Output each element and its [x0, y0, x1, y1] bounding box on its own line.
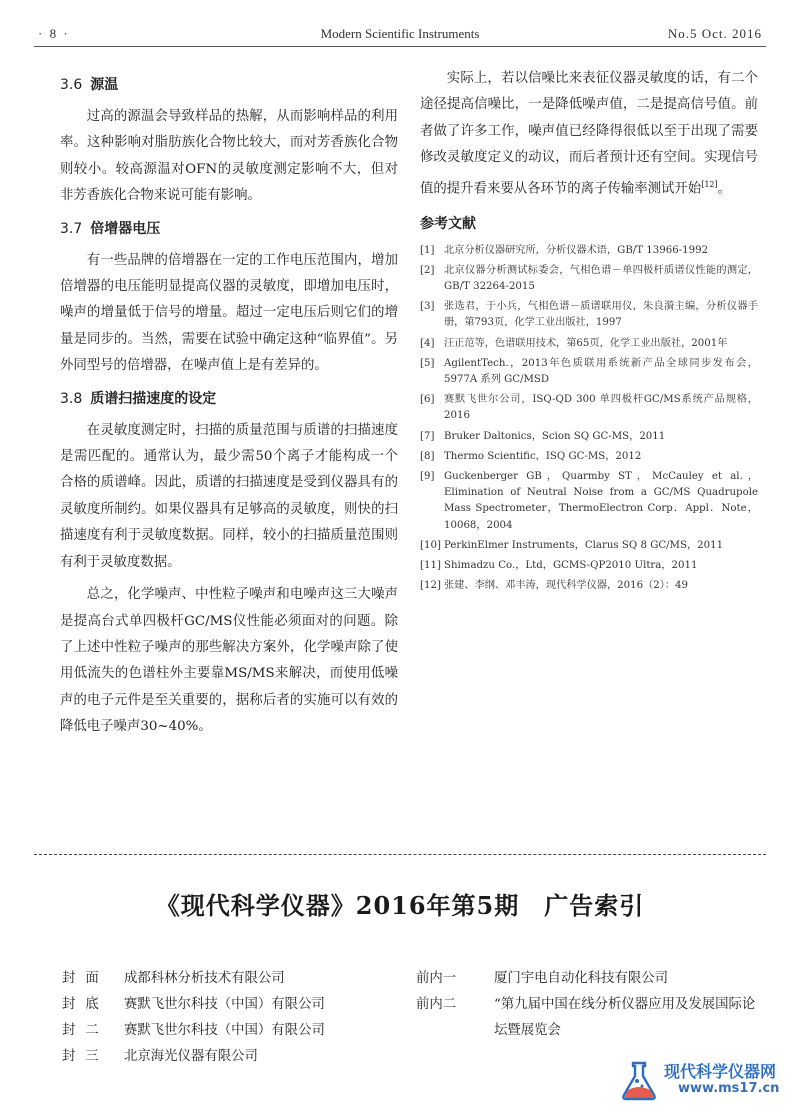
ad-index-left: [62, 966, 392, 1070]
reference-item: [420, 392, 758, 424]
reference-text: PerkinElmer Instruments，Clarus SQ 8 GC/MS，2011: [444, 539, 724, 551]
reference-number: [3]: [420, 301, 435, 313]
ad-company: 赛默飞世尔科技（中国）有限公司: [124, 1023, 325, 1038]
ad-index-row: [62, 1018, 392, 1044]
reference-item: [420, 558, 758, 574]
ad-position: 前内一: [416, 971, 457, 986]
journal-title: Modern Scientific Instruments: [320, 26, 480, 41]
reference-number: [5]: [420, 357, 435, 369]
reference-number: [9]: [420, 470, 435, 482]
dashed-divider: [34, 854, 766, 855]
reference-number: [4]: [420, 337, 435, 349]
section-3-8-paragraph: 在灵敏度测定时，扫描的质量范围与质谱的扫描速度是需匹配的。通常认为，最少需50个离子才能构成一个合格的质谱峰。因此，质谱的扫描速度是受到仪器具有的灵敏度所制约。如果仪器具有足够高的灵敏度，则快的扫描速度有利于灵敏度数据。同样，较小的扫描质量范围则有利于灵敏度数据。: [60, 422, 398, 570]
reference-text: AgilentTech.，2013年色质联用系统新产品全球同步发布会，5977A 系列 GC/MSD: [444, 357, 758, 385]
reference-number: [1]: [420, 244, 435, 256]
reference-list: [420, 243, 758, 595]
ad-index-row: [62, 966, 392, 992]
reference-text: 张选君，于小兵，气相色谱－质谱联用仪，朱良漪主编，分析仪器手册，第793页，化学工业出版社，1997: [444, 301, 758, 329]
section-3-6-paragraph: 过高的源温会导致样品的热解，从而影响样品的利用率。这种影响对脂肪族化合物比较大，而对芳香族化合物则较小。较高源温对OFN的灵敏度测定影响不大，但对非芳香族化合物来说可能有影响。: [60, 109, 398, 204]
reference-number: [2]: [420, 264, 435, 276]
reference-text: Bruker Daltonics，Scion SQ GC-MS，2011: [444, 430, 666, 442]
ad-company: 赛默飞世尔科技（中国）有限公司: [124, 997, 325, 1012]
ad-index-title: 《现代科学仪器》2016年第5期 广告索引: [155, 891, 645, 920]
reference-text: 北京分析仪器研究所，分析仪器术语，GB/T 13966-1992: [444, 244, 709, 256]
ad-company: 北京海光仪器有限公司: [124, 1049, 258, 1064]
reference-item: [420, 336, 758, 352]
reference-item: [420, 243, 758, 259]
page-number: · 8 ·: [38, 26, 70, 41]
reference-number: [10]: [420, 539, 441, 551]
conclusion-paragraph: 实际上，若以信噪比来表征仪器灵敏度的话，有二个途径提高信噪比，一是降低噪声值，二是提高信号值。前者做了许多工作，噪声值已经降得很低以至于出现了需要修改灵敏度定义的动议，而后者预计还有空间。实现信号值的提升看来要从各环节的离子传输率测试开始[12]。: [420, 71, 758, 197]
reference-number: [12]: [420, 580, 441, 592]
ad-index-row: [62, 1044, 392, 1070]
reference-text: 张建、李纲、邓丰涛，现代科学仪器，2016（2）：49: [444, 580, 689, 592]
reference-text: Thermo Scientific，ISQ GC-MS，2012: [444, 450, 642, 462]
reference-text: Guckenberger GB，Quarmby ST，McCauley et al.，Elimination of Neutral Noise from a GC/MS Quadrupole Mass Spectrometer，ThermoElectron Corp．Appl．Note，10068，2004: [444, 470, 758, 531]
running-header: [34, 24, 766, 47]
left-column: [60, 66, 398, 747]
flask-logo-icon: [616, 1057, 662, 1103]
right-column: [420, 66, 758, 598]
reference-number: [11]: [420, 559, 441, 571]
section-heading-3-6: 3.6 源温: [60, 77, 119, 93]
reference-item: [420, 263, 758, 295]
reference-number: [8]: [420, 450, 435, 462]
reference-text: Shimadzu Co.，Ltd，GCMS-QP2010 Ultra，2011: [444, 559, 698, 571]
ad-company: “第九届中国在线分析仪器应用及发展国际论坛暨展览会: [494, 997, 756, 1038]
section-heading-3-7: 3.7 倍增器电压: [60, 220, 161, 237]
citation-12: [12]: [701, 179, 718, 189]
ad-index-row: [416, 966, 761, 992]
reference-text: 北京仪器分析测试标委会，气相色谱－单四极杆质谱仪性能的测定，GB/T 32264-2015: [444, 264, 758, 292]
ad-index-right: [416, 966, 761, 1044]
reference-text: 赛默飞世尔公司，ISQ-QD 300 单四极杆GC/MS系统产品规格，2016: [444, 394, 758, 422]
reference-number: [6]: [420, 394, 435, 406]
summary-paragraph: 总之，化学噪声、中性粒子噪声和电噪声这三大噪声是提高台式单四极杆GC/MS仪性能必须面对的问题。除了上述中性粒子噪声的那些解决方案外，化学噪声除了使用低流失的色谱柱外主要靠MS/MS来解决，而使用低噪声的电子元件是至关重要的，据称后者的实施可以有效的降低电子噪声30~40%。: [60, 587, 398, 735]
ad-company: 厦门宇电自动化科技有限公司: [494, 971, 669, 986]
ad-position: 封三: [62, 1049, 109, 1064]
watermark-url: www.ms17.cn: [678, 1081, 780, 1096]
ad-index-row: [416, 992, 761, 1044]
reference-item: [420, 578, 758, 594]
reference-text: 汪正范等，色谱联用技术，第65页，化学工业出版社，2001年: [444, 337, 728, 349]
reference-number: [7]: [420, 430, 435, 442]
reference-item: [420, 538, 758, 554]
reference-item: [420, 469, 758, 534]
ad-index-row: [62, 992, 392, 1018]
issue-info: No.5 Oct. 2016: [667, 26, 762, 41]
site-watermark: [616, 1051, 788, 1107]
references-heading: 参考文献: [420, 215, 476, 232]
section-3-7-paragraph: 有一些品牌的倍增器在一定的工作电压范围内，增加倍增器的电压能明显提高仪器的灵敏度，即增加电压时，噪声的增量低于信号的增量。超过一定电压后则它们的增量是同步的。当然，需要在试验中确定这种“临界值”。另外同型号的倍增器，在噪声值上是有差异的。: [60, 252, 398, 374]
section-heading-3-8: 3.8 质谱扫描速度的设定: [60, 390, 217, 407]
ad-position: 前内二: [416, 997, 457, 1012]
ad-position: 封面: [62, 971, 109, 986]
watermark-name: 现代科学仪器网: [664, 1062, 777, 1081]
ad-company: 成都科林分析技术有限公司: [124, 971, 285, 986]
reference-item: [420, 429, 758, 445]
reference-item: [420, 299, 758, 331]
reference-item: [420, 356, 758, 388]
ad-position: 封二: [62, 1023, 109, 1038]
reference-item: [420, 449, 758, 465]
ad-position: 封底: [62, 997, 109, 1012]
